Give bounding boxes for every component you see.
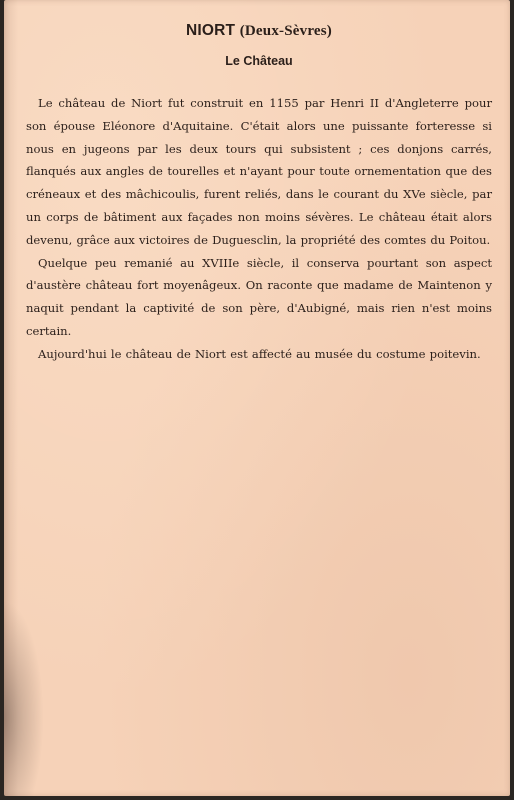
paragraph-3: Aujourd'hui le château de Niort est affecté au musée du costume poitevin. <box>38 346 481 361</box>
document-content <box>26 22 492 366</box>
paper-stain <box>4 600 44 796</box>
paragraph-2: Quelque peu remanié au XVIIIe siècle, il conserva pourtant son aspect d'austère château fort moyenâgeux. On raconte que madame de Maintenon y naquit pendant la captivité de son père, d'Aubigné, mais rien n'est moins certain. <box>26 255 492 338</box>
title-city: NIORT <box>185 22 236 39</box>
page-title <box>26 22 492 40</box>
paragraph-1: Le château de Niort fut construit en 1155 par Henri II d'Angleterre pour son épouse Eléonore d'Aquitaine. C'était alors une puissante forteresse si nous en jugeons par les deux tours qui subsistent ; ces donjons carrés, flanqués aux angles de tourelles et n'ayant pour toute ornementation que des créneaux et des mâchicoulis, furent reliés, dans le courant du XVe siècle, par un corps de bâtiment aux façades non moins sévères. Le château était alors devenu, grâce aux victoires de Duguesclin, la propriété des comtes du Poitou. <box>26 96 492 247</box>
page-subtitle: Le Château <box>225 54 293 68</box>
title-department: (Deux-Sèvres) <box>239 23 333 39</box>
postcard-back <box>4 0 510 796</box>
